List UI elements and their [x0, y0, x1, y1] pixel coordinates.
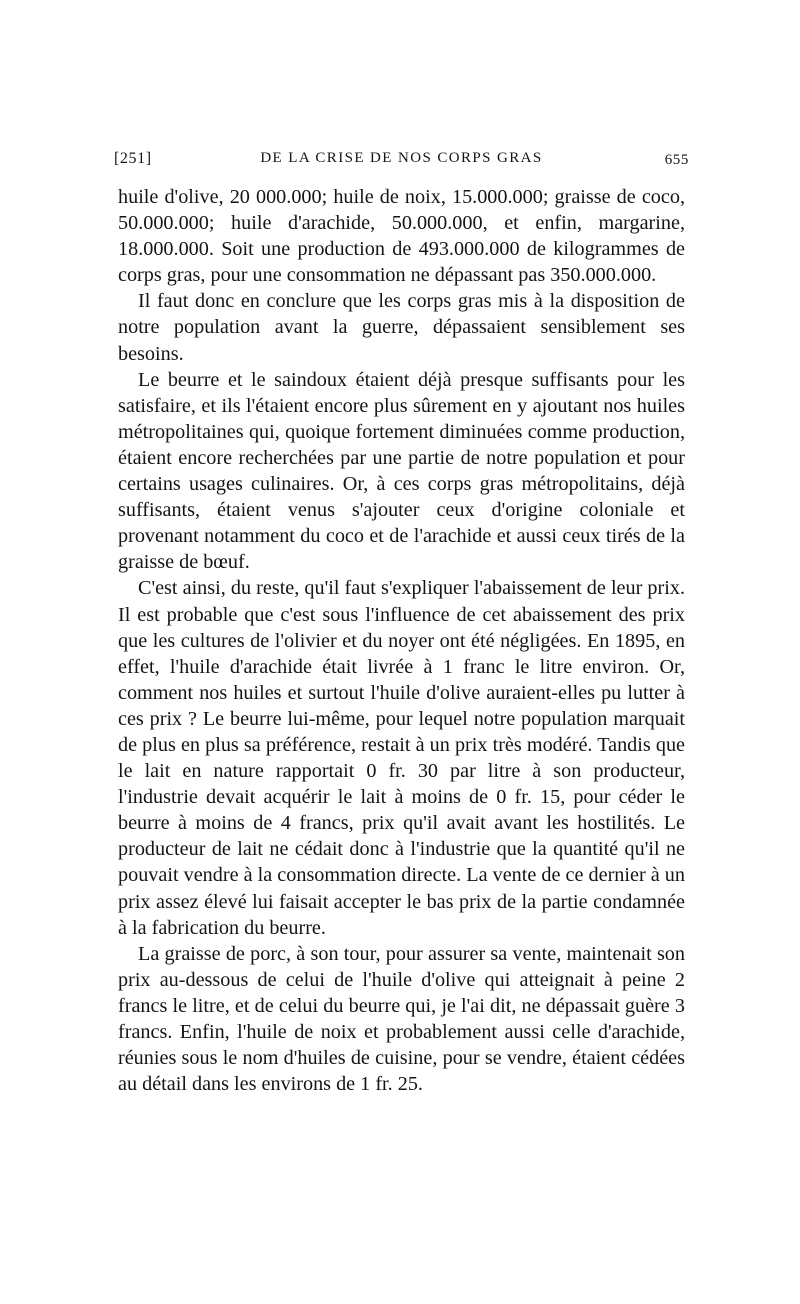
paragraph-continuation: huile d'olive, 20 000.000; huile de noix, 15.000.000; graisse de coco, 50.000.000; huile d'arachide, 50.000.000, et enfin, margarine, 18.000.000. Soit une production de 493.000.000 de kilogrammes de corps gras, pour une consommation ne dépassant pas 350.000.000. [118, 186, 685, 287]
body-text [118, 184, 685, 1097]
running-header [114, 146, 689, 176]
paragraph: La graisse de porc, à son tour, pour assurer sa vente, maintenait son prix au-dessous de celui de l'huile d'olive qui atteignait à peine 2 francs le litre, et de celui du beurre qui, je l'ai dit, ne dépassait guère 3 francs. Enfin, l'huile de noix et probablement aussi celle d'arachide, réunies sous le nom d'huiles de cuisine, pour se vendre, étaient cédées au détail dans les environs de 1 fr. 25. [118, 942, 685, 1096]
paragraph: Il faut donc en conclure que les corps gras mis à la disposition de notre population avant la guerre, dépassaient sensiblement ses besoins. [118, 290, 685, 365]
paragraph: C'est ainsi, du reste, qu'il faut s'expliquer l'abaissement de leur prix. Il est probable que c'est sous l'influence de cet abaissement des prix que les cultures de l'olivier et du noyer ont été négligées. En 1895, en effet, l'huile d'arachide était livrée à 1 franc le litre environ. Or, comment nos huiles et surtout l'huile d'olive auraient-elles pu lutter à ces prix ? Le beurre lui-même, pour lequel notre population marquait de plus en plus sa préférence, restait à un prix très modéré. Tandis que le lait en nature rapportait 0 fr. 30 par litre à son producteur, l'industrie devait acquérir le lait à moins de 0 fr. 15, pour céder le beurre à moins de 4 francs, prix qu'il avait avant les hostilités. Le producteur de lait ne cédait donc à l'industrie que la quantité qu'il ne pouvait vendre à la consommation directe. La vente de ce dernier à un prix assez élevé lui faisait accepter le bas prix de la partie condamnée à la fabrication du beurre. [118, 577, 685, 939]
section-mark: [251] [114, 150, 152, 167]
book-page [114, 146, 689, 1097]
running-title: DE LA CRISE DE NOS CORPS GRAS [260, 150, 543, 166]
paragraph: Le beurre et le saindoux étaient déjà presque suffisants pour les satisfaire, et ils l'étaient encore plus sûrement en y ajoutant nos huiles métropolitaines qui, quoique fortement diminuées comme production, étaient encore recherchées par une partie de notre population et pour certains usages culinaires. Or, à ces corps gras métropolitains, déjà suffisants, étaient venus s'ajouter ceux d'origine coloniale et provenant notamment du coco et de l'arachide et aussi ceux tirés de la graisse de bœuf. [118, 368, 685, 574]
page-number: 655 [664, 152, 689, 168]
